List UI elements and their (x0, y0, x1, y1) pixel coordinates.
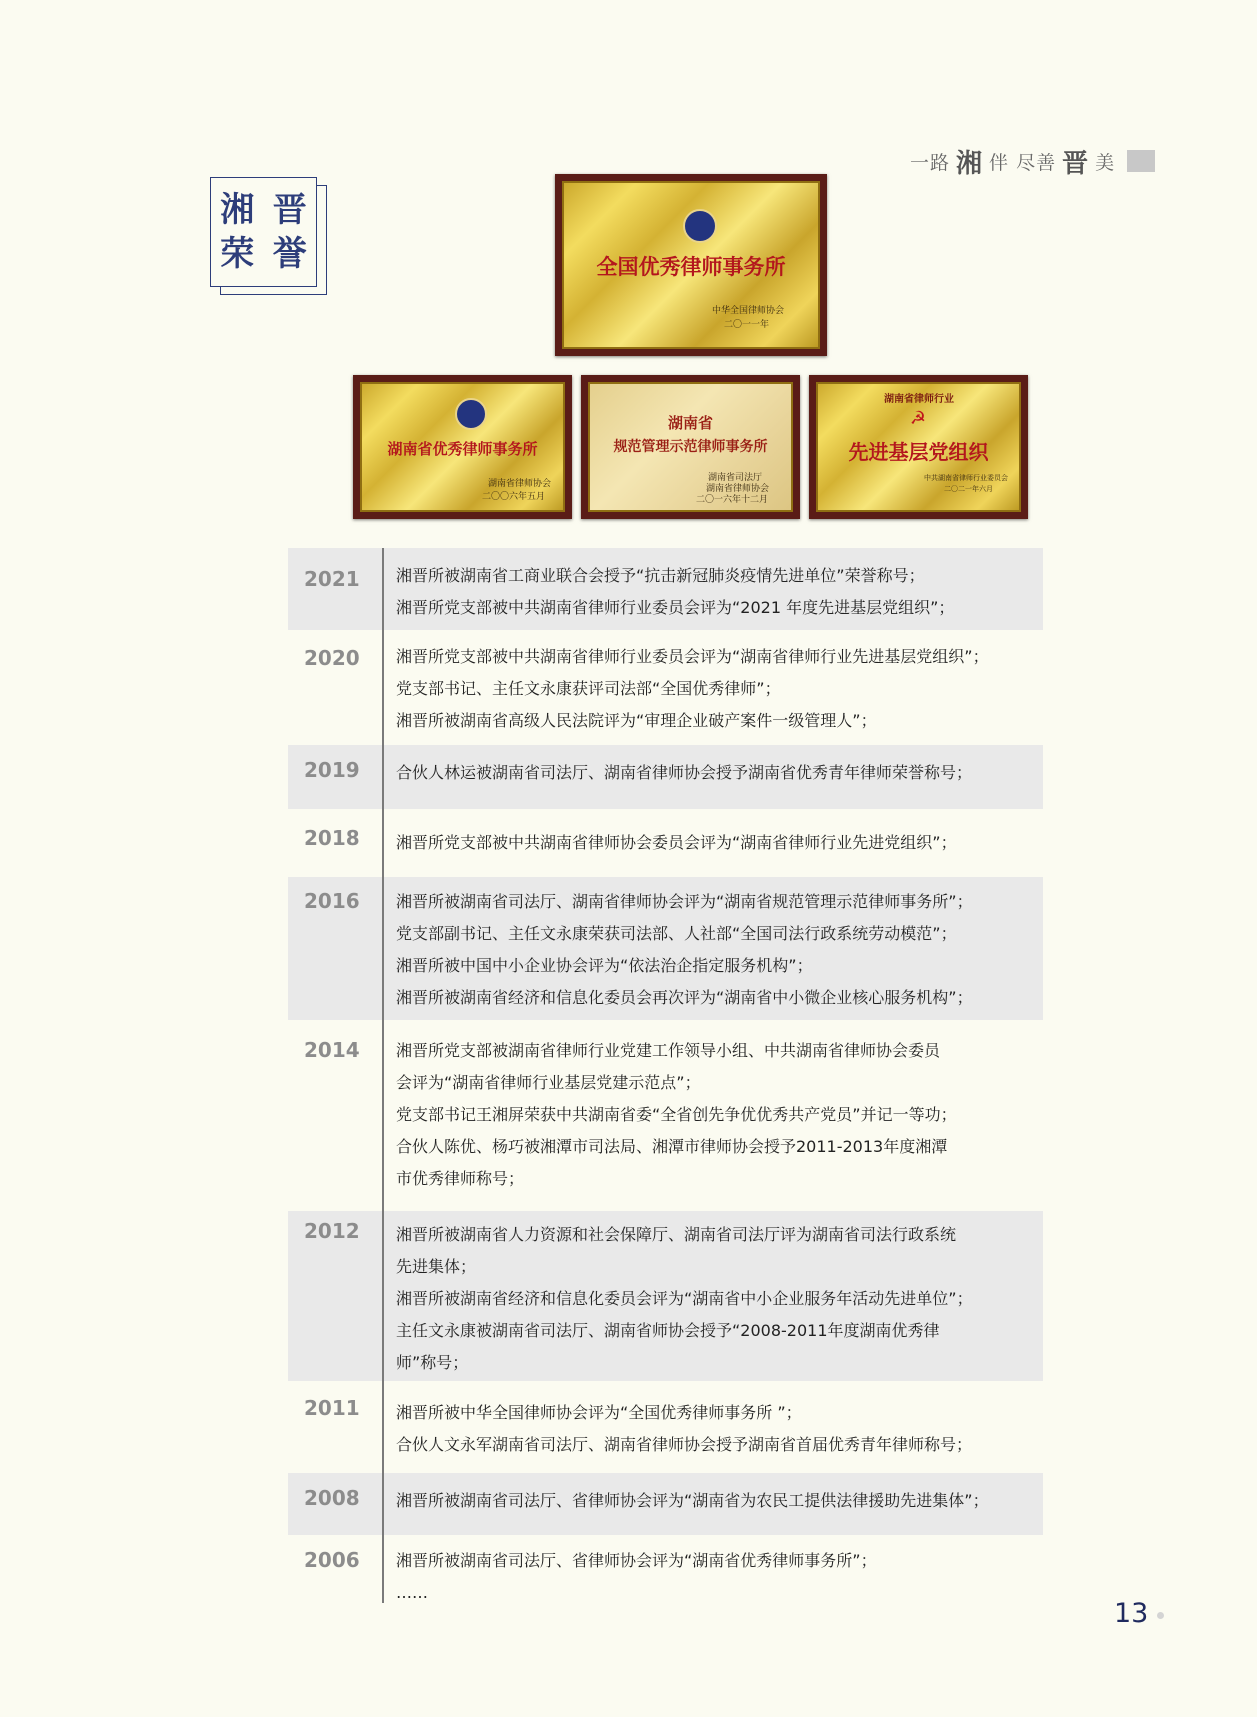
plaque-title: 先进基层党组织 (848, 440, 989, 464)
timeline-year: 2020 (304, 646, 360, 670)
badge-char: 誉 (272, 234, 307, 274)
timeline-year: 2011 (304, 1396, 360, 1420)
timeline-entry-line: 湘晋所被中华全国律师协会评为“全国优秀律师事务所 ”； (396, 1403, 802, 1422)
plaque-title: 全国优秀律师事务所 (596, 254, 786, 279)
timeline-entry-line: 湘晋所党支部被中共湖南省律师行业委员会评为“湖南省律师行业先进基层党组织”； (396, 647, 989, 666)
plaque-issuer: 中共湖南省律师行业委员会 (924, 474, 1008, 482)
timeline-row (288, 811, 1043, 875)
timeline-entry-line: 湘晋所党支部被中共湖南省律师协会委员会评为“湖南省律师行业先进党组织”； (396, 833, 957, 852)
page-number: 13 (1114, 1598, 1149, 1629)
lawyers-association-emblem-icon (455, 398, 487, 430)
timeline-axis (382, 548, 384, 1603)
hammer-sickle-icon: ☭ (909, 408, 927, 429)
timeline-entry-line: 湘晋所被湖南省人力资源和社会保障厅、湖南省司法厅评为湖南省司法行政系统 (396, 1225, 957, 1244)
timeline-year: 2006 (304, 1548, 360, 1572)
timeline-entry-line: 合伙人陈优、杨巧被湘潭市司法局、湘潭市律师协会授予2011-2013年度湘潭 (396, 1137, 948, 1156)
timeline-row (288, 548, 1043, 630)
timeline-year: 2016 (304, 889, 360, 913)
plaque-date: 二〇二一年六月 (944, 485, 993, 493)
timeline-entries (396, 1397, 972, 1461)
plaque-hunan-model-firm (581, 375, 800, 519)
timeline-entry-line: 湘晋所党支部被中共湖南省律师行业委员会评为“2021 年度先进基层党组织”； (396, 598, 955, 617)
timeline-entry-line: 湘晋所被湖南省司法厅、湖南省律师协会评为“湖南省规范管理示范律师事务所”； (396, 892, 973, 911)
timeline-entry-line: 党支部书记、主任文永康获评司法部“全国优秀律师”； (396, 679, 781, 698)
plaque-title: 湖南省优秀律师事务所 (387, 440, 538, 458)
timeline-entry-line: 合伙人文永军湖南省司法厅、湖南省律师协会授予湖南省首届优秀青年律师称号； (396, 1435, 973, 1454)
plaque-date: 二〇一六年十二月 (696, 495, 769, 505)
lawyers-association-emblem-icon (683, 209, 717, 243)
timeline-entries (396, 886, 973, 1014)
plaque-date: 二〇〇六年五月 (482, 492, 546, 502)
timeline-entry-line: 湘晋所党支部被湖南省律师行业党建工作领导小组、中共湖南省律师协会委员 (396, 1041, 941, 1060)
timeline-entry-line: 主任文永康被湖南省司法厅、湖南省师协会授予“2008-2011年度湖南优秀律 (396, 1321, 940, 1340)
timeline-entry-line: 合伙人林运被湖南省司法厅、湖南省律师协会授予湖南省优秀青年律师荣誉称号； (396, 763, 973, 782)
badge-char: 湘 (220, 190, 255, 230)
timeline-year: 2008 (304, 1486, 360, 1510)
timeline-entries (396, 1485, 989, 1517)
timeline-entry-line: 会评为“湖南省律师行业基层党建示范点”； (396, 1073, 701, 1092)
timeline-entry-line: 湘晋所被湖南省经济和信息化委员会评为“湖南省中小企业服务年活动先进单位”； (396, 1289, 973, 1308)
timeline-entry-line: 湘晋所被中国中小企业协会评为“依法治企指定服务机构”； (396, 956, 813, 975)
timeline-entry-line: 湘晋所被湖南省经济和信息化委员会再次评为“湖南省中小微企业核心服务机构”； (396, 988, 973, 1007)
timeline-row (288, 1538, 1043, 1606)
plaque-title-line: 湖南省 (667, 414, 713, 432)
timeline-entries (396, 1545, 877, 1609)
timeline-entries (396, 1219, 973, 1379)
header-slogan (910, 146, 1155, 179)
slogan-part: 一路 (910, 151, 951, 174)
plaque-national-excellent-firm (555, 174, 827, 356)
timeline-entry-line: 党支部书记王湘屏荣获中共湖南省委“全省创先争优优秀共产党员”并记一等功； (396, 1105, 957, 1124)
timeline-entries (396, 1035, 957, 1195)
timeline-row (288, 1473, 1043, 1535)
timeline-entries (396, 757, 972, 789)
slogan-part: 伴 尽善 (989, 151, 1057, 174)
timeline-row (288, 1211, 1043, 1381)
timeline-row (288, 745, 1043, 809)
timeline-entry-line: 湘晋所被湖南省司法厅、省律师协会评为“湖南省为农民工提供法律援助先进集体”； (396, 1491, 989, 1510)
timeline-row (288, 1384, 1043, 1472)
slogan-square (1127, 150, 1155, 172)
timeline-row (288, 632, 1043, 742)
timeline-year: 2012 (304, 1219, 360, 1243)
timeline-year: 2021 (304, 567, 360, 591)
badge-char: 晋 (272, 190, 307, 230)
plaque-issuer: 中华全国律师协会 (712, 306, 785, 316)
timeline-entry-line: 湘晋所被湖南省高级人民法院评为“审理企业破产案件一级管理人”； (396, 711, 877, 730)
timeline-entry-line: 师”称号； (396, 1353, 469, 1372)
timeline-entry-line: 湘晋所被湖南省司法厅、省律师协会评为“湖南省优秀律师事务所”； (396, 1551, 877, 1570)
timeline-entry-line: 市优秀律师称号； (396, 1169, 525, 1188)
plaque-issuer: 湖南省律师协会 (488, 479, 552, 489)
plaque-date: 二〇一一年 (724, 320, 770, 330)
timeline-year: 2014 (304, 1038, 360, 1062)
badge-char: 荣 (220, 234, 255, 274)
plaque-hunan-excellent-firm (353, 375, 572, 519)
page-number-dot (1157, 1612, 1164, 1619)
plaque-advanced-party-org (809, 375, 1028, 519)
timeline-entries (396, 560, 954, 624)
slogan-part: 美 (1095, 151, 1116, 174)
timeline-entry-line: 湘晋所被湖南省工商业联合会授予“抗击新冠肺炎疫情先进单位”荣誉称号； (396, 566, 925, 585)
timeline-entries (396, 827, 957, 859)
plaque-issuer: 湖南省司法厅 (708, 473, 763, 483)
timeline-row (288, 1024, 1043, 1208)
slogan-part: 湘 (956, 148, 984, 179)
timeline-entry-line: 先进集体； (396, 1257, 477, 1276)
timeline-entry-line: …… (396, 1583, 428, 1602)
timeline-entry-line: 党支部副书记、主任文永康荣获司法部、人社部“全国司法行政系统劳动模范”； (396, 924, 957, 943)
timeline-year: 2019 (304, 758, 360, 782)
section-badge (210, 177, 317, 287)
timeline-year: 2018 (304, 826, 360, 850)
slogan-part: 晋 (1062, 148, 1090, 179)
plaque-header: 湖南省律师行业 (884, 394, 954, 405)
timeline-entries (396, 641, 989, 737)
plaque-issuer: 湖南省律师协会 (706, 484, 770, 494)
plaque-title-line: 规范管理示范律师事务所 (613, 439, 768, 455)
timeline-row (288, 877, 1043, 1020)
